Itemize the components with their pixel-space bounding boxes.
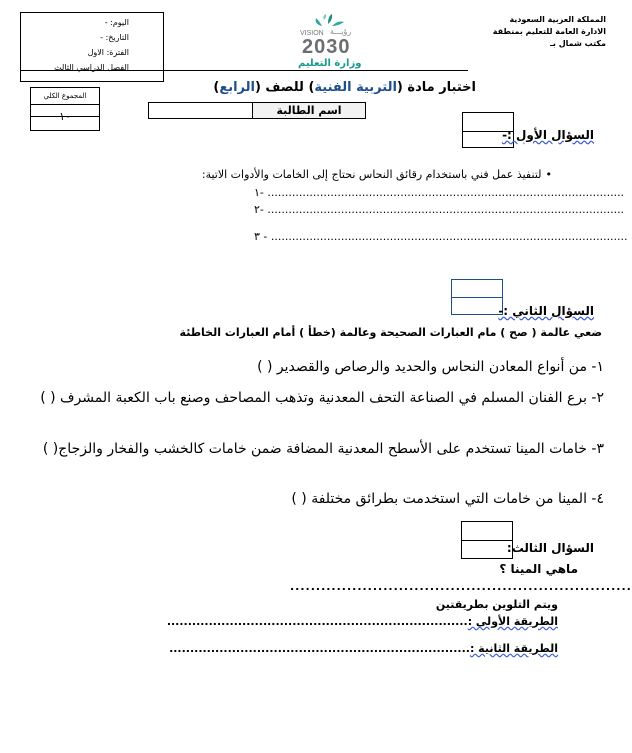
q2-title: السؤال الثاني :-	[498, 304, 594, 318]
header-semester: الفصل الدراسي الثالث	[54, 63, 129, 72]
q1-bullet: •	[545, 168, 552, 181]
header-period: الفترة: الاول	[87, 48, 129, 57]
q2-item-3: ٣- خامات المينا تستخدم على الأسطح المعدنية المضافة ضمن خامات كالخشب والفخار والزجاج( )	[42, 441, 604, 457]
score-label: المجموع الكلي	[31, 88, 99, 105]
score-value: ١٠	[59, 110, 71, 123]
header-office: مكتب شمال بـ	[550, 39, 606, 48]
student-name-row	[148, 102, 366, 119]
q3-answer-line[interactable]: ..................................................................	[290, 580, 632, 593]
logo-ministry: وزارة التعليم	[298, 58, 362, 69]
student-name-label: اسم الطالبة	[252, 103, 365, 118]
score-table	[30, 87, 100, 131]
header-day: اليوم: -	[104, 18, 129, 27]
q3-question: ماهي المينا ؟	[499, 562, 578, 576]
header-admin: الادارة العامة للتعليم بمنطقة	[492, 27, 606, 36]
q1-answer-2[interactable]: ٢- ......................................................................................................	[254, 203, 625, 216]
exam-subject: التربية الفنية	[314, 80, 397, 95]
exam-grade: الرابع	[219, 80, 255, 95]
q1-title: السؤال الأول :-	[502, 128, 594, 142]
header-right	[456, 14, 606, 50]
header-left-lines	[9, 15, 129, 75]
q3-method-1-label: الطريقة الأولى :	[467, 615, 558, 628]
q2-item-2: ٢- برع الفنان المسلم في الصناعة التحف المعدنية وتذهب المصاحف وصنع باب الكعبة المشرف ( )	[40, 390, 604, 406]
logo-vision-text: VISION	[300, 30, 324, 37]
q2-item-4: ٤- المينا من خامات التي استخدمت بطرائق مختلفة ( )	[291, 491, 604, 507]
header-left-box	[20, 12, 164, 82]
q3-title: السؤال الثالث:	[506, 541, 594, 555]
logo-year: 2030	[302, 36, 351, 58]
q3-method-2[interactable]: الطريقة الثانية :........................................................................	[169, 642, 558, 655]
q2-item-1: ١- من أنواع المعادن النحاس والحديد والرصاص والقصدير ( )	[257, 359, 604, 375]
q2-instruction: ضعي عالمة ( صح ) مام العبارات الصحيحة وعالمة (خطأ ) أمام العبارات الخاطئة	[179, 326, 602, 339]
logo-arabic-vision: رؤيـــة	[330, 27, 352, 36]
student-name-input[interactable]	[149, 103, 249, 118]
q3-method-1[interactable]: الطريقة الأولى :........................................................................	[166, 615, 558, 628]
header-separator	[20, 70, 468, 71]
vision-2030-logo	[294, 14, 364, 70]
q3-method-2-label: الطريقة الثانية :	[469, 642, 558, 655]
score-divider	[31, 116, 99, 117]
header-date: التاريخ: -	[100, 33, 129, 42]
q3-coloring: ويتم التلوين بطريقتين	[435, 598, 558, 611]
q1-instruction: •لتنفيذ عمل فني باستخدام رقائق النحاس نحتاج إلى الخامات والأدوات الاتية:	[201, 168, 552, 181]
q1-answer-1[interactable]: ١- ......................................................................................................	[254, 186, 625, 199]
q1-answer-3[interactable]: ٣ - ......................................................................................................	[254, 230, 628, 243]
header-kingdom: المملكة العربية السعودية	[509, 15, 606, 24]
exam-title: اختبار مادة (التربية الفنية) للصف (الرابع)	[213, 80, 476, 95]
